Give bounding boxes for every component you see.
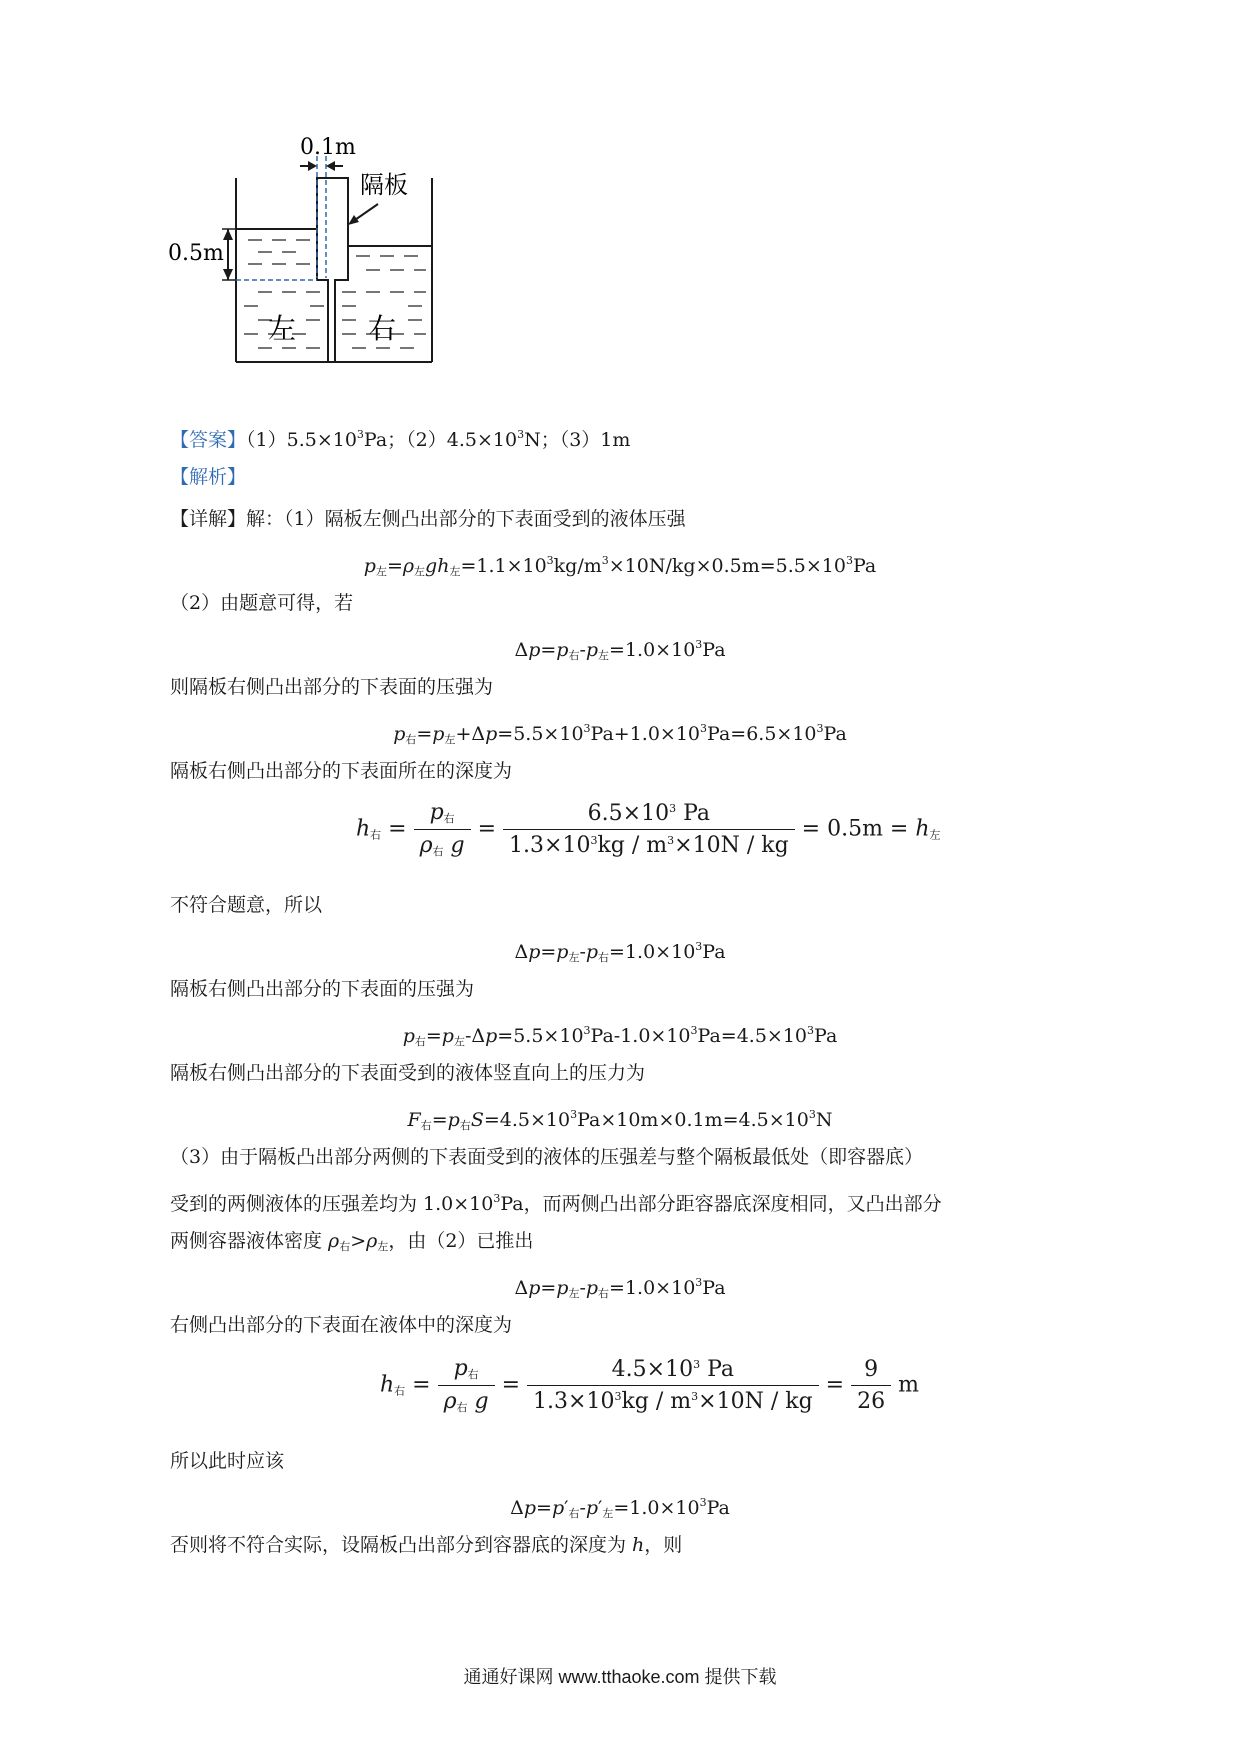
equation-2: $\Delta p=p_右-p_左=1.0\times 10^3Pa$	[514, 638, 726, 662]
fraction-equation-2: $h_右$ = $\frac{p_右}{\rho_右 g}$ = $\frac{4.5\times 10^3 Pa}{1.3\times 10^3kg / m^3\times 10N / kg}$ = $\frac{9}{26}$ m	[380, 1356, 919, 1414]
analysis-tag: 【解析】	[170, 466, 247, 488]
equation-10: $\Delta p=p'_右-p'_左=1.0\times 10^3Pa$	[510, 1496, 730, 1520]
equation-7: $F_右=p_右S=4.5\times 10^3Pa\times 10m\times 0.1m=4.5\times 10^3N$	[407, 1108, 833, 1132]
height-label: 0.5m	[168, 241, 224, 266]
paragraph-2: （2）由题意可得，若	[170, 592, 354, 614]
paragraph-8c: 两侧容器液体密度 $\rho_右>\rho_左$，由（2）已推出	[170, 1230, 534, 1253]
equation-3: $p_右=p_左+\Delta p=5.5\times 10^3Pa+1.0\times 10^3Pa=6.5\times 10^3Pa$	[393, 722, 847, 746]
paragraph-8a: （3）由于隔板凸出部分两侧的下表面受到的液体的压强差与整个隔板最低处（即容器底）	[170, 1146, 924, 1168]
equation-1: $p_左=\rho_左gh_左=1.1\times 10^3kg/m^3\times 10N/kg\times 0.5m=5.5\times 10^3Pa$	[363, 554, 877, 578]
paragraph-7: 隔板右侧凸出部分的下表面受到的液体竖直向上的压力为	[170, 1062, 646, 1084]
width-label: 0.1m	[300, 135, 356, 160]
page-footer: 通通好课网 www.tthaoke.com 提供下载	[463, 1667, 777, 1687]
equation-8: $\Delta p=p_左-p_右=1.0\times 10^3Pa$	[514, 1276, 726, 1300]
paragraph-10: 所以此时应该	[170, 1450, 285, 1472]
paragraph-11: 否则将不符合实际，设隔板凸出部分到容器底的深度为 h，则	[170, 1534, 683, 1556]
partition-label: 隔板	[360, 171, 408, 199]
detail-tag: 【详解】	[170, 508, 247, 530]
paragraph-3: 则隔板右侧凸出部分的下表面的压强为	[170, 676, 494, 698]
answer-tag: 【答案】	[170, 429, 247, 451]
paragraph-5: 不符合题意，所以	[170, 894, 323, 916]
left-label: 左	[268, 312, 297, 345]
container-diagram	[160, 128, 480, 378]
paragraph-4: 隔板右侧凸出部分的下表面所在的深度为	[170, 760, 513, 782]
equation-5: $\Delta p=p_左-p_右=1.0\times 10^3Pa$	[514, 940, 726, 964]
right-label: 右	[368, 312, 397, 345]
paragraph-6: 隔板右侧凸出部分的下表面的压强为	[170, 978, 475, 1000]
paragraph-8b: 受到的两侧液体的压强差均为 $1.0\times 10^3Pa$，而两侧凸出部分距容器底深度相同，又凸出部分	[170, 1192, 942, 1215]
answer-line: 【答案】$(1)5.5\times 10^3Pa$；$(2)4.5\times 10^3N$；（3）1m	[170, 428, 631, 451]
equation-6: $p_右=p_左-\Delta p=5.5\times 10^3Pa-1.0\times 10^3Pa=4.5\times 10^3Pa$	[402, 1024, 838, 1048]
detail-line: 【详解】解：（1）隔板左侧凸出部分的下表面受到的液体压强	[170, 508, 686, 530]
fraction-equation-1: $h_右$ = $\frac{p_右}{\rho_右 g}$ = $\frac{6.5\times 10^3 Pa}{1.3\times 10^3kg / m^3\times 10N / kg}$ = $0.5m = h_左$	[356, 800, 941, 858]
paragraph-9: 右侧凸出部分的下表面在液体中的深度为	[170, 1314, 513, 1336]
